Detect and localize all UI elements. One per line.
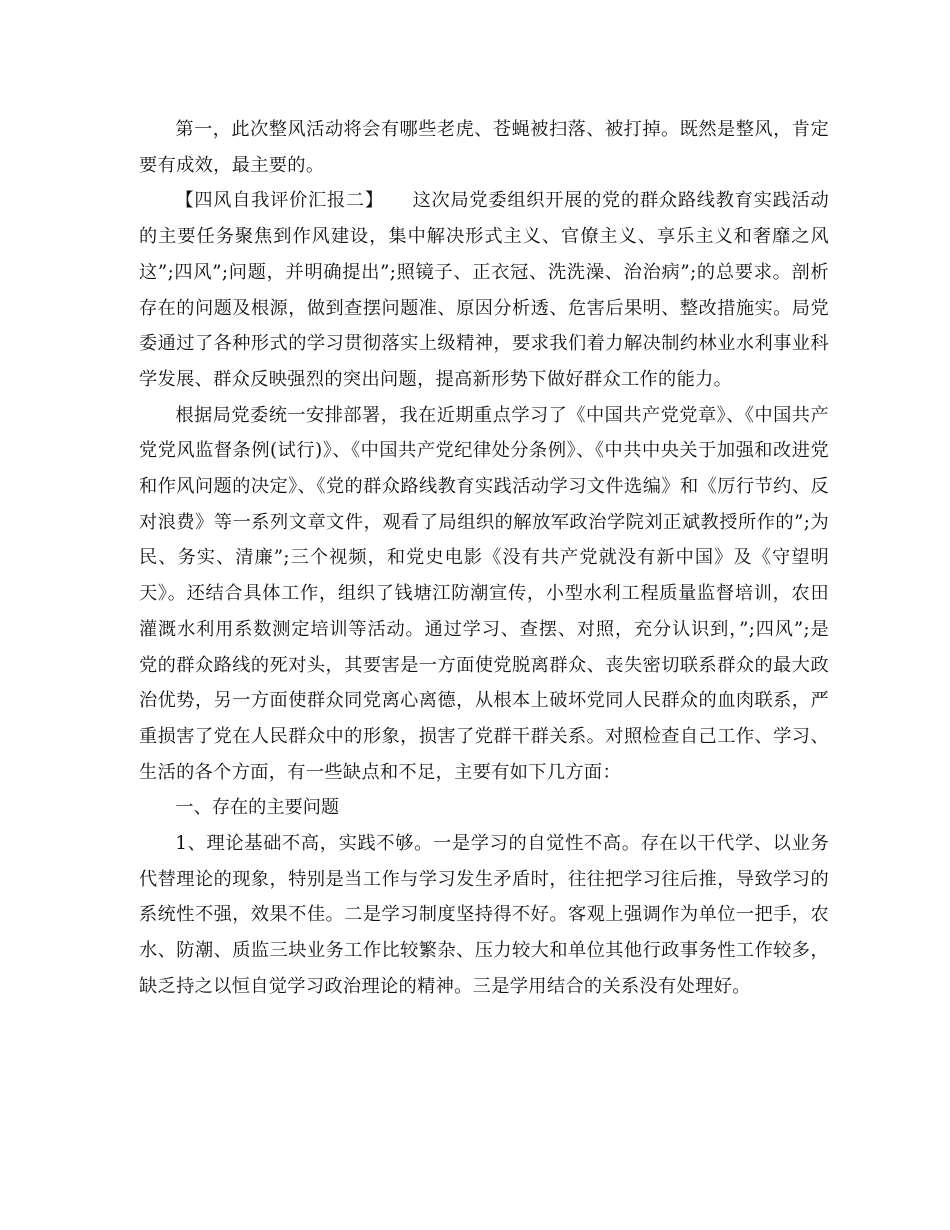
paragraph-4: 1、理论基础不高，实践不够。一是学习的自觉性不高。存在以干代学、以业务代替理论的现象，特别是当工作与学习发生矛盾时，往往把学习往后推，导致学习的系统性不强，效果不佳。二是学习制度坚持得不好。客观上强调作为单位一把手，农水、防潮、质监三块业务工作比较繁杂、压力较大和单位其他行政事务性工作较多，缺乏持之以恒自觉学习政治理论的精神。三是学用结合的关系没有处理好。 [139,833,829,997]
paragraph-3: 根据局党委统一安排部署，我在近期重点学习了《中国共产党党章》、《中国共产党党风监督条例(试行)》、《中国共产党纪律处分条例》、《中共中央关于加强和改进党和作风问题的决定》、《党的群众路线教育实践活动学习文件选编》和《厉行节约、反对浪费》等一系列文章文件，观看了局组织的解放军政治学院刘正斌教授所作的”;为民、务实、清廉”;三个视频，和党史电影《没有共产党就没有新中国》及《守望明天》。还结合具体工作，组织了钱塘江防潮宣传，小型水利工程质量监督培训，农田灌溉水利用系数测定培训等活动。通过学习、查摆、对照，充分认识到，”;四风”;是党的群众路线的死对头，其要害是一方面使党脱离群众、丧失密切联系群众的最大政治优势，另一方面使群众同党离心离德，从根本上破坏党同人民群众的血肉联系，严重损害了党在人民群众中的形象，损害了党群干群关系。对照检查自己工作、学习、生活的各个方面，有一些缺点和不足，主要有如下几方面： [139,404,829,783]
document-body [139,112,829,1005]
paragraph-1: 第一，此次整风活动将会有哪些老虎、苍蝇被扫落、被打掉。既然是整风，肯定要有成效，最主要的。 [139,119,829,176]
section-heading: 一、存在的主要问题 [175,797,340,819]
paragraph-2: 【四风自我评价汇报二】 这次局党委组织开展的党的群众路线教育实践活动的主要任务聚焦到作风建设，集中解决形式主义、官僚主义、享乐主义和奢靡之风这”;四风”;问题，并明确提出”;照镜子、正衣冠、洗洗澡、治治病”;的总要求。剖析存在的问题及根源，做到查摆问题准、原因分析透、危害后果明、整改措施实。局党委通过了各种形式的学习贯彻落实上级精神，要求我们着力解决制约林业水利事业科学发展、群众反映强烈的突出问题，提高新形势下做好群众工作的能力。 [139,190,829,390]
